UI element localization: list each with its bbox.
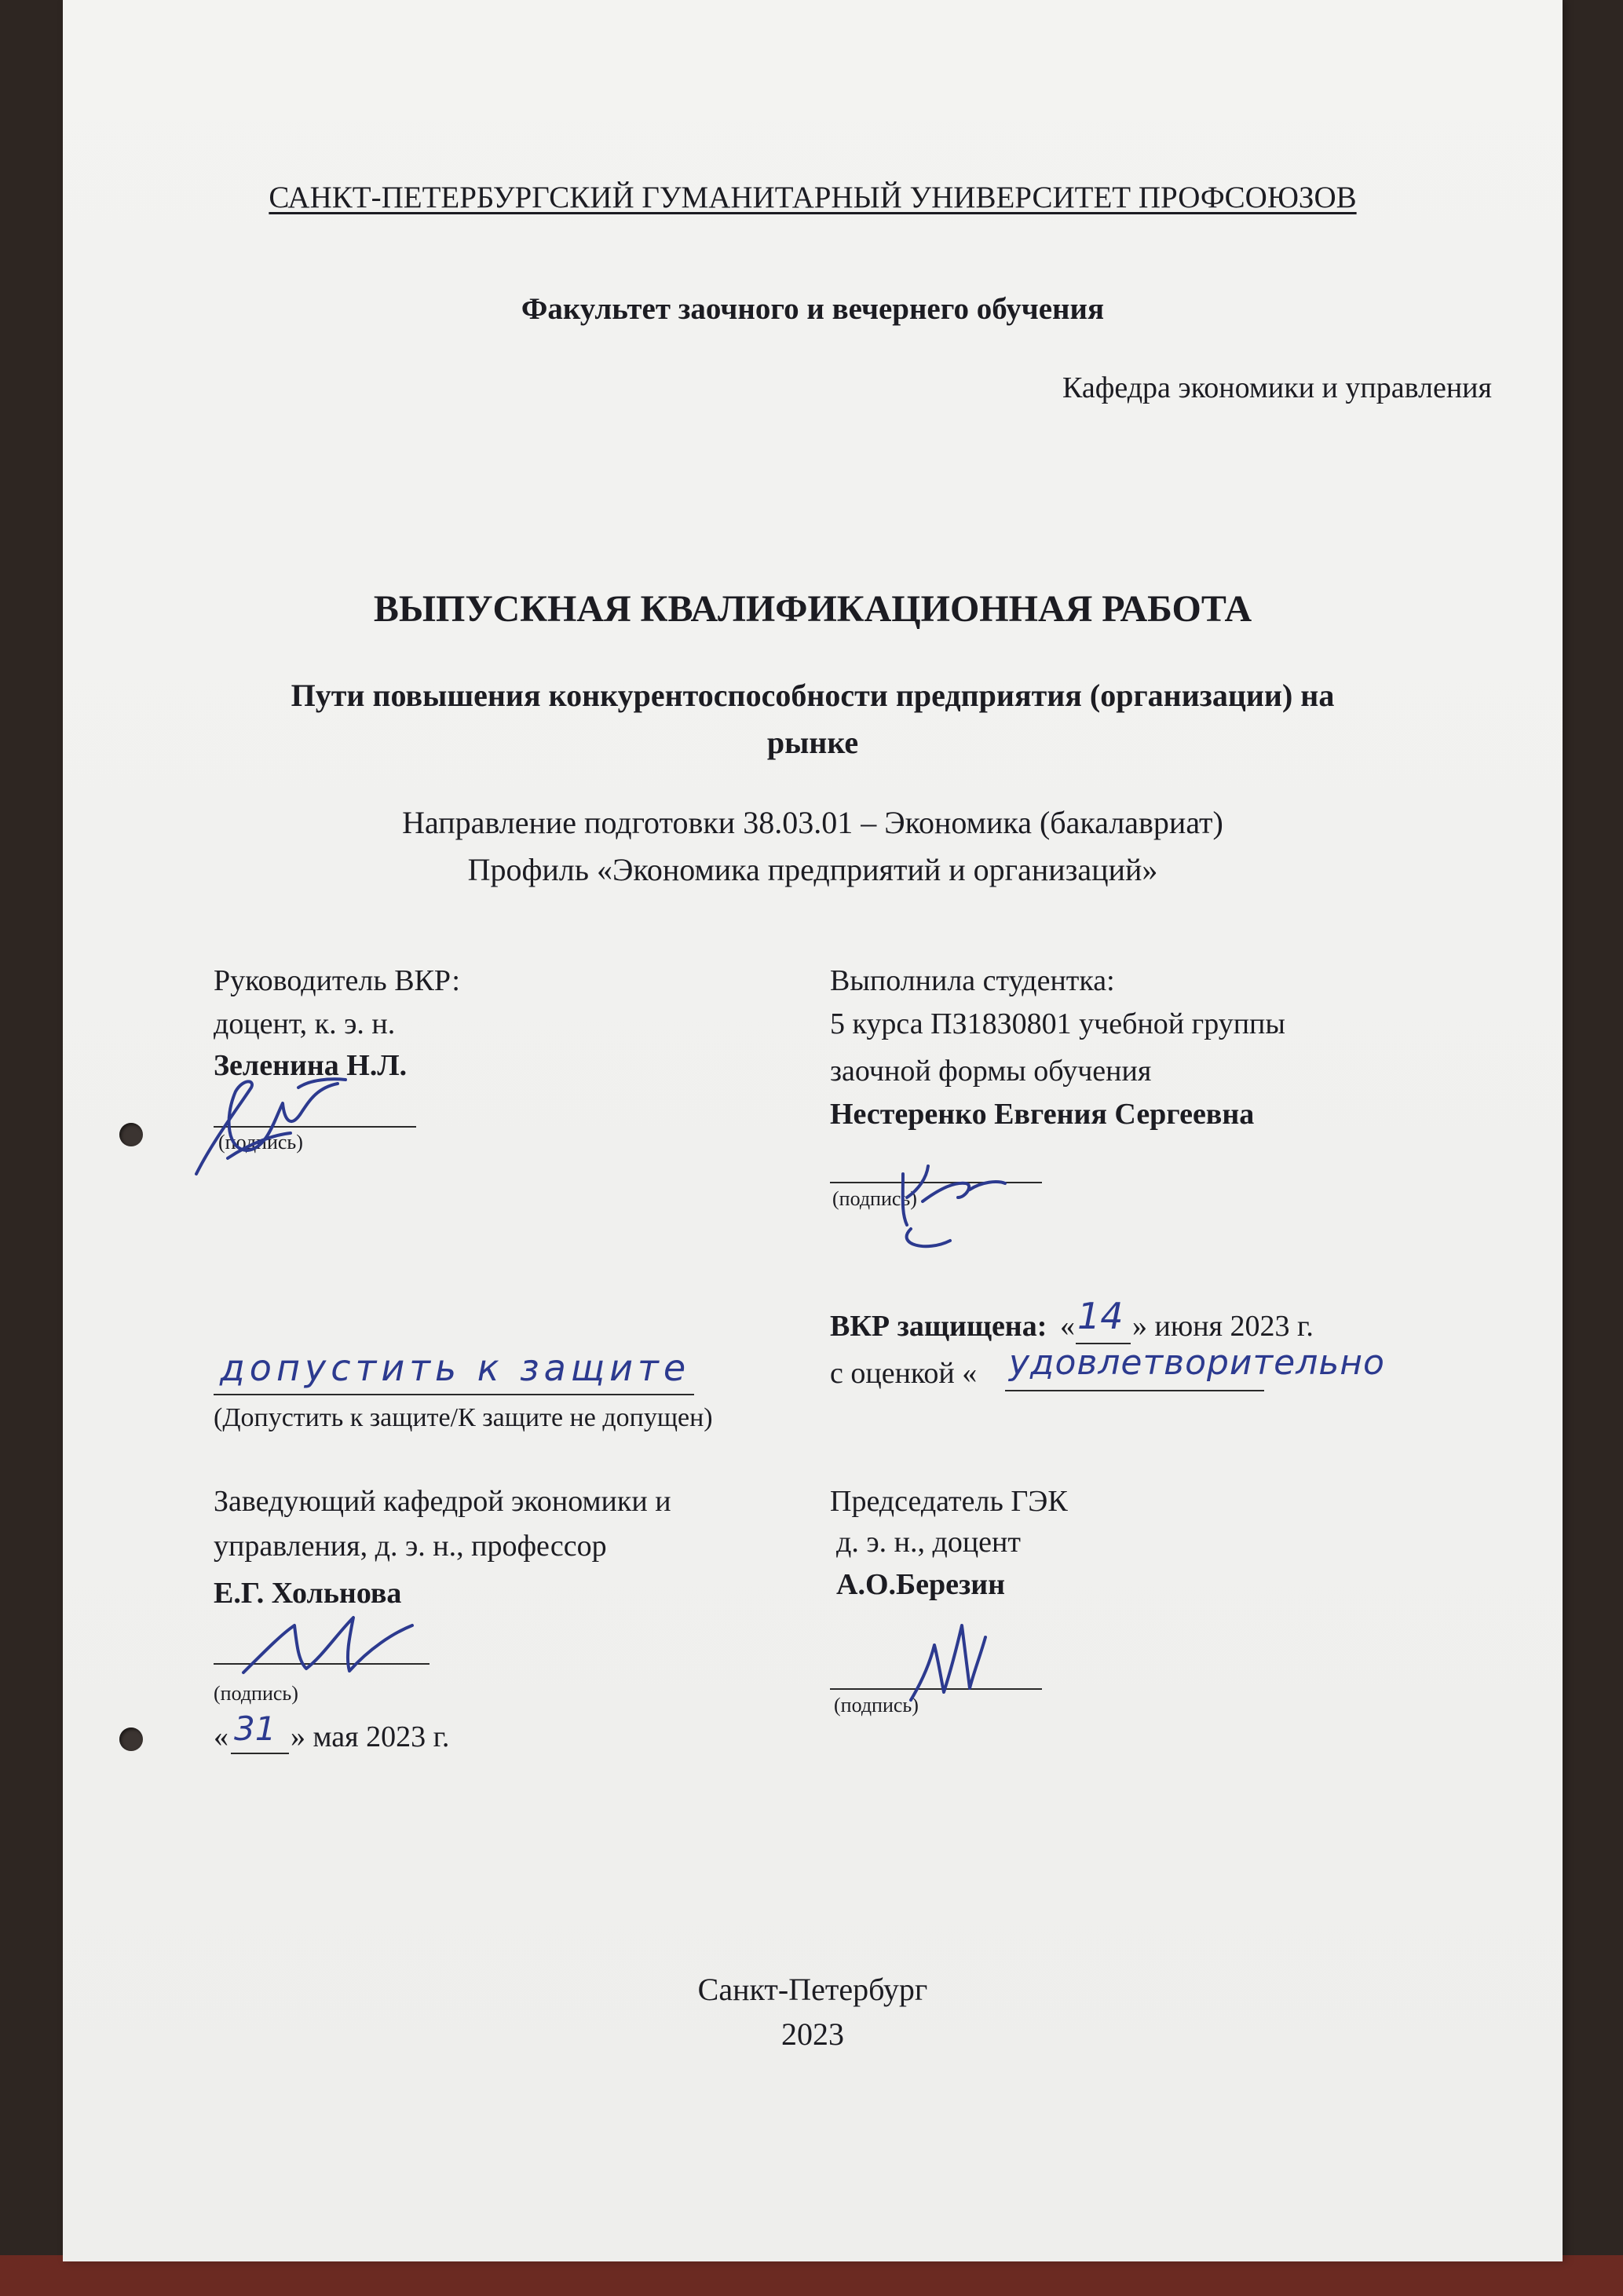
head-name: Е.Г. Хольнова [214, 1577, 402, 1610]
defense-date-rest: » июня 2023 г. [1132, 1310, 1314, 1343]
admission-options: (Допустить к защите/К защите не допущен) [214, 1403, 713, 1432]
chair-name: А.О.Березин [836, 1568, 1006, 1601]
supervisor-degree: доцент, к. э. н. [214, 1007, 396, 1040]
admission-line [214, 1394, 694, 1395]
head-title-line-2: управления, д. э. н., профессор [214, 1530, 607, 1563]
head-date-day: 31 [234, 1709, 276, 1748]
head-signature [220, 1602, 424, 1688]
binder-hole [119, 1727, 143, 1751]
defense-label: ВКР защищена: [830, 1310, 1047, 1343]
defense-grade-label: с оценкой « [830, 1357, 978, 1390]
document-type: ВЫПУСКНАЯ КВАЛИФИКАЦИОННАЯ РАБОТА [373, 588, 1252, 630]
study-direction: Направление подготовки 38.03.01 – Экономика (бакалавриат) [402, 805, 1223, 840]
admission-handwritten: допустить к защите [220, 1347, 691, 1389]
defense-grade-line [1005, 1390, 1264, 1391]
head-date-open: « [214, 1720, 228, 1753]
student-name: Нестеренко Евгения Сергеевна [830, 1098, 1255, 1131]
university-name: САНКТ-ПЕТЕРБУРГСКИЙ ГУМАНИТАРНЫЙ УНИВЕРСИТЕТ ПРОФСОЮЗОВ [269, 181, 1357, 214]
defense-day: 14 [1077, 1295, 1124, 1337]
chair-role: Председатель ГЭК [830, 1485, 1068, 1518]
year: 2023 [781, 2016, 844, 2052]
defense-quote-open: « [1060, 1310, 1075, 1343]
head-signature-label: (подпись) [214, 1682, 298, 1705]
faculty-name: Факультет заочного и вечернего обучения [521, 292, 1105, 326]
department-name: Кафедра экономики и управления [1062, 371, 1492, 404]
chair-signature-label: (подпись) [834, 1694, 919, 1717]
binder-hole [119, 1123, 143, 1146]
defense-grade: удовлетворительно [1009, 1343, 1385, 1383]
head-title-line-1: Заведующий кафедрой экономики и [214, 1485, 671, 1518]
supervisor-name: Зеленина Н.Л. [214, 1049, 408, 1082]
head-date-rest: » мая 2023 г. [291, 1720, 450, 1753]
title-page [63, 0, 1563, 2261]
student-role: Выполнила студентка: [830, 964, 1115, 997]
study-profile: Профиль «Экономика предприятий и организаций» [467, 852, 1158, 887]
chair-signature [895, 1602, 1021, 1712]
topic-line-1: Пути повышения конкурентоспособности предприятия (организации) на [291, 678, 1335, 713]
topic-line-2: рынке [766, 725, 859, 760]
supervisor-signature-label: (подпись) [218, 1131, 303, 1153]
city: Санкт-Петербург [697, 1972, 928, 2007]
supervisor-signature [181, 1056, 369, 1190]
student-signature [879, 1135, 1036, 1252]
chair-degree: д. э. н., доцент [836, 1526, 1021, 1559]
supervisor-role: Руководитель ВКР: [214, 964, 460, 997]
student-group: 5 курса ПЗ18З0801 учебной группы [830, 1007, 1285, 1040]
head-date-day-line [231, 1753, 289, 1754]
student-signature-label: (подпись) [832, 1187, 917, 1210]
student-form: заочной формы обучения [830, 1055, 1152, 1088]
